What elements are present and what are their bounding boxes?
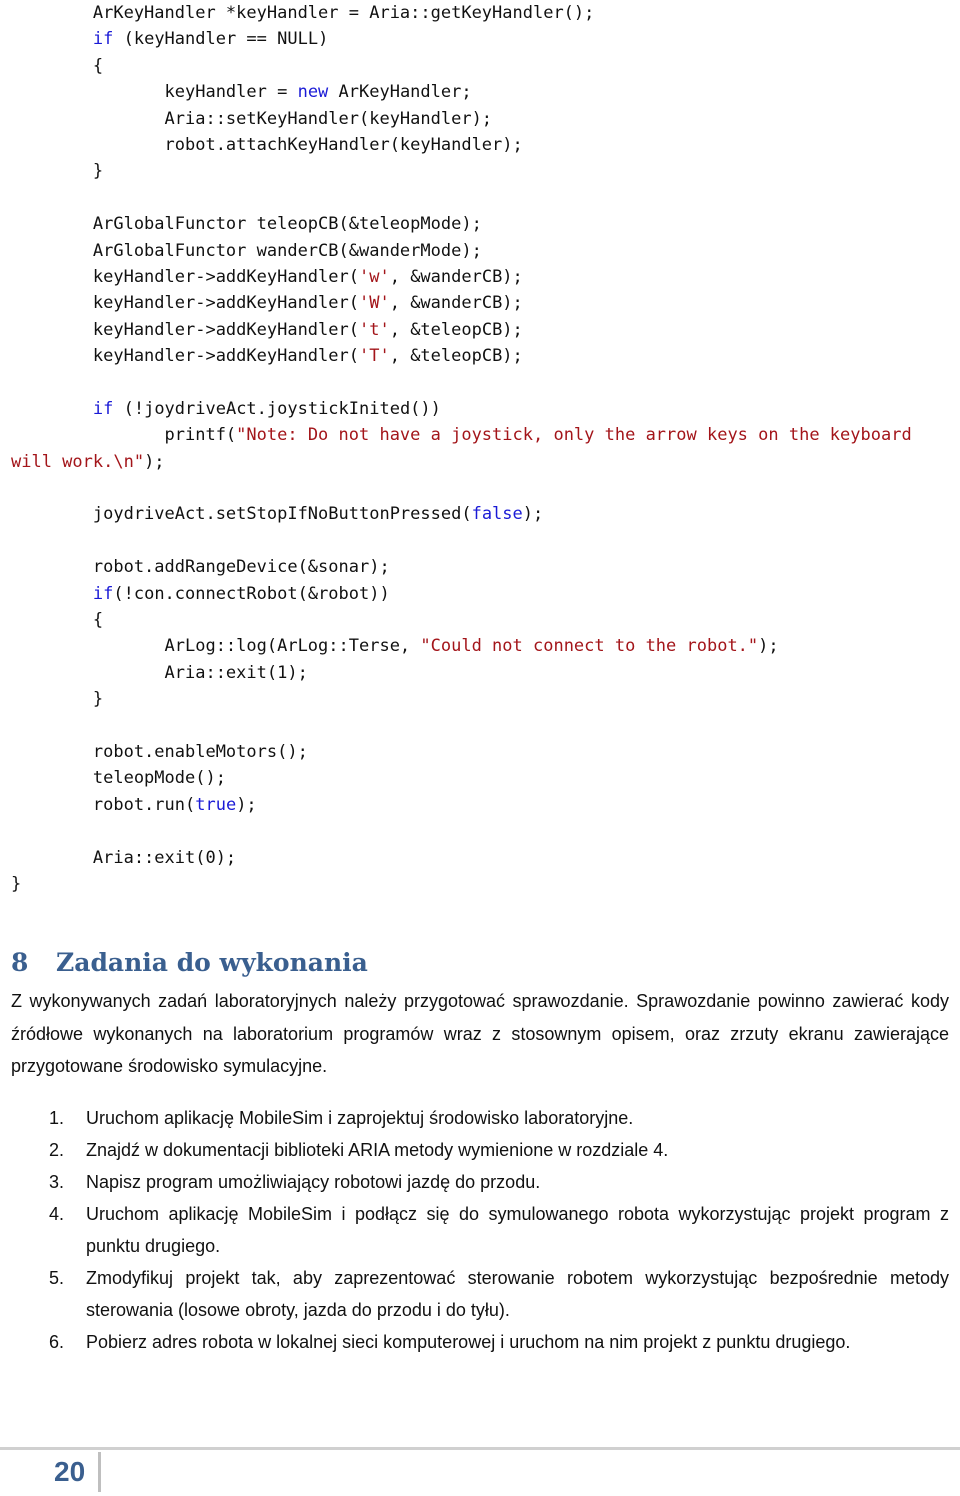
list-item [0,1102,949,1134]
code-line: ArGlobalFunctor teleopCB(&teleopMode); [11,214,482,235]
list-item [0,1166,949,1198]
code-line [11,713,912,739]
code-line [11,185,912,211]
string-literal: 'w' [359,266,390,287]
keyword: true [195,794,237,815]
keyword: new [297,82,329,103]
task-list [0,1102,949,1358]
code-line [11,818,912,844]
code-line: keyHandler->addKeyHandler('T', &teleopCB); [11,346,523,367]
page-number: 20 [54,1456,86,1487]
code-line: ArGlobalFunctor wanderCB(&wanderMode); [11,240,482,261]
string-literal: 'W' [359,293,390,314]
string-literal: 't' [359,319,390,340]
code-line: if (!joydriveAct.joystickInited()) [92,398,441,419]
code-line: keyHandler->addKeyHandler('W', &wanderCB); [11,293,523,314]
code-line: ArKeyHandler *keyHandler = Aria::getKeyHandler(); [11,3,595,23]
list-item [0,1326,949,1358]
code-line: robot.attachKeyHandler(keyHandler); [11,134,523,155]
code-line: { [11,55,104,76]
code-line: { [11,609,104,630]
code-listing [11,0,912,897]
list-item [0,1198,949,1262]
code-line: robot.addRangeDevice(&sonar); [11,557,390,578]
code-line: } [11,161,104,182]
section-heading [11,948,368,977]
code-line: teleopMode(); [11,768,226,789]
list-item-number: 4. [49,1204,65,1224]
code-line: if (keyHandler == NULL) [92,29,329,50]
code-line: } [11,873,22,894]
code-line: will work.\n"); [11,451,165,472]
code-line [11,475,912,501]
list-item-number: 6. [49,1332,65,1352]
code-line: printf("Note: Do not have a joystick, only the arrow keys on the keyboard [11,425,912,446]
list-item-number: 1. [49,1108,65,1128]
string-literal: 'T' [359,346,390,367]
code-line: robot.run(true); [11,794,257,815]
footer-divider [0,1447,960,1450]
list-item-text: Uruchom aplikację MobileSim i zaprojektuj środowisko laboratoryjne. [86,1108,634,1128]
code-line: joydriveAct.setStopIfNoButtonPressed(false); [11,504,544,525]
code-line: Aria::exit(1); [11,662,308,683]
code-line: } [11,689,104,710]
keyword: false [471,504,523,525]
section-number: 8 [11,948,29,977]
code-line: keyHandler->addKeyHandler('w', &wanderCB); [11,266,523,287]
list-item-text: Napisz program umożliwiający robotowi jazdę do przodu. [86,1172,541,1192]
intro-paragraph: Z wykonywanych zadań laboratoryjnych należy przygotować sprawozdanie. Sprawozdanie powinno zawierać kody źródłowe wykonanych na laboratorium programów wraz z stosownym opisem, oraz zrzuty ekranu zawierające przygotowane środowisko symulacyjne. [11,991,949,1076]
code-line [11,369,912,395]
list-item-text: Pobierz adres robota w lokalnej sieci komputerowej i uruchom na nim projekt z punktu drugiego. [86,1332,851,1352]
keyword: if [92,29,114,50]
code-line: robot.enableMotors(); [11,741,308,762]
list-item-text: Znajdź w dokumentacji biblioteki ARIA metody wymienione w rozdziale 4. [86,1140,669,1160]
code-line: Aria::setKeyHandler(keyHandler); [11,108,493,129]
code-line: ArLog::log(ArLog::Terse, "Could not connect to the robot."); [11,636,779,657]
string-literal: "Could not connect to the robot." [420,636,759,657]
code-line: Aria::exit(0); [11,847,237,868]
list-item-text: Zmodyfikuj projekt tak, aby zaprezentować sterowanie robotem wykorzystując bezpośrednie metody sterowania (losowe obroty, jazda do przodu i do tyłu). [86,1268,949,1320]
list-item-number: 5. [49,1268,65,1288]
page-number-divider [98,1452,101,1492]
list-item-text: Uruchom aplikację MobileSim i podłącz się do symulowanego robota wykorzystując projekt program z punktu drugiego. [86,1204,949,1256]
list-item-number: 3. [49,1172,65,1192]
list-item [0,1262,949,1326]
keyword: if [92,398,114,419]
section-title: Zadania do wykonania [56,948,368,977]
list-item [0,1134,949,1166]
string-literal: "Note: Do not have a joystick, only the arrow keys on the keyboard [236,425,912,446]
code-line: keyHandler->addKeyHandler('t', &teleopCB); [11,319,523,340]
keyword: if [92,583,114,604]
code-line: keyHandler = new ArKeyHandler; [11,82,472,103]
code-line: if(!con.connectRobot(&robot)) [92,583,390,604]
code-line [11,528,912,554]
list-item-number: 2. [49,1140,65,1160]
string-literal: will work.\n" [11,451,145,472]
